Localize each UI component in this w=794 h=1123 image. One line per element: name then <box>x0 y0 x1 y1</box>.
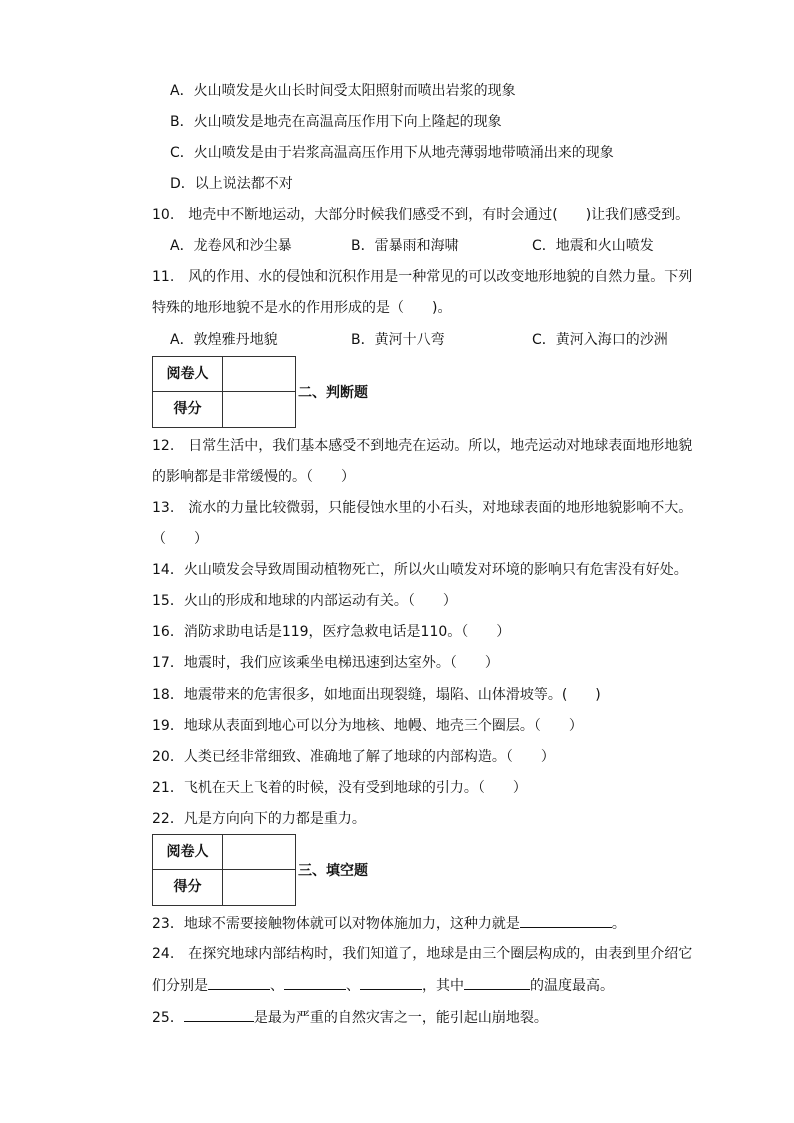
q24-sep-2: 、 <box>346 978 360 994</box>
score-cell <box>223 392 295 427</box>
q15: 15．火山的形成和地球的内部运动有关。（ ） <box>152 593 457 609</box>
q11-option-b: B．黄河十八弯 <box>351 332 445 348</box>
q24-blank-3[interactable] <box>360 975 422 990</box>
q21: 21．飞机在天上飞着的时候，没有受到地球的引力。（ ） <box>152 780 527 796</box>
q14: 14．火山喷发会导致周围动植物死亡，所以火山喷发对环境的影响只有危害没有好处。 <box>152 562 688 578</box>
q24-blank-2[interactable] <box>284 975 346 990</box>
q16: 16．消防求助电话是119，医疗急救电话是110。（ ） <box>152 624 511 640</box>
reviewer-label: 阅卷人 <box>153 357 223 392</box>
q9-option-a: A．火山喷发是火山长时间受太阳照射而喷出岩浆的现象 <box>170 83 516 99</box>
section3-title: 三、填空题 <box>298 863 368 879</box>
score-cell <box>223 870 295 905</box>
q18: 18．地震带来的危害很多，如地面出现裂缝，塌陷、山体滑坡等。( ) <box>152 687 601 703</box>
q25-blank[interactable] <box>184 1007 254 1022</box>
q11-option-a: A．敦煌雅丹地貌 <box>170 332 278 348</box>
section2-title: 二、判断题 <box>298 385 368 401</box>
q10-option-c: C．地震和火山喷发 <box>532 238 654 254</box>
q20: 20．人类已经非常细致、准确地了解了地球的内部构造。（ ） <box>152 749 555 765</box>
q11-stem-line1: 11. 风的作用、水的侵蚀和沉积作用是一种常见的可以改变地形地貌的自然力量。下列 <box>152 269 693 285</box>
score-box-section2 <box>152 356 296 428</box>
q24-text: 们分别是 <box>152 978 208 994</box>
q22: 22．凡是方向向下的力都是重力。 <box>152 811 366 827</box>
q25-number: 25． <box>152 1010 184 1026</box>
q17: 17．地震时，我们应该乘坐电梯迅速到达室外。（ ） <box>152 655 499 671</box>
q11-stem-line2: 特殊的地形地貌不是水的作用形成的是（ )。 <box>152 300 452 316</box>
q24-blank-1[interactable] <box>208 975 270 990</box>
q24-line1: 24. 在探究地球内部结构时，我们知道了，地球是由三个圈层构成的，由表到里介绍它 <box>152 946 693 962</box>
q12-line2: 的影响都是非常缓慢的。（ ） <box>152 469 355 485</box>
q10-stem: 10. 地壳中不断地运动，大部分时候我们感受不到，有时会通过( )让我们感受到。 <box>152 207 690 223</box>
q24-end: 的温度最高。 <box>530 978 614 994</box>
reviewer-cell <box>223 357 295 392</box>
q10-option-b: B．雷暴雨和海啸 <box>351 238 459 254</box>
q9-option-b: B．火山喷发是地壳在高温高压作用下向上隆起的现象 <box>170 114 502 130</box>
q25 <box>152 1007 548 1028</box>
q19: 19．地球从表面到地心可以分为地核、地幔、地壳三个圈层。（ ） <box>152 718 583 734</box>
score-box-section3 <box>152 834 296 906</box>
reviewer-label: 阅卷人 <box>153 835 223 870</box>
q23 <box>152 913 626 934</box>
q9-option-c: C．火山喷发是由于岩浆高温高压作用下从地壳薄弱地带喷涌出来的现象 <box>170 145 614 161</box>
q25-text: 是最为严重的自然灾害之一，能引起山崩地裂。 <box>253 1010 548 1026</box>
q24-sep-1: 、 <box>270 978 284 994</box>
q12-line1: 12. 日常生活中，我们基本感受不到地壳在运动。所以，地壳运动对地球表面地形地貌 <box>152 438 693 454</box>
q23-end: 。 <box>611 916 626 932</box>
score-label: 得分 <box>153 870 223 905</box>
q13-line2: （ ） <box>152 531 208 547</box>
score-label: 得分 <box>153 392 223 427</box>
q23-text: 23．地球不需要接触物体就可以对物体施加力，这种力就是 <box>152 916 520 932</box>
q24-blank-4[interactable] <box>464 975 530 990</box>
q10-option-a: A．龙卷风和沙尘暴 <box>170 238 292 254</box>
q13-line1: 13. 流水的力量比较微弱，只能侵蚀水里的小石头，对地球表面的地形地貌影响不大。 <box>152 500 693 516</box>
q9-option-d: D．以上说法都不对 <box>170 176 293 192</box>
reviewer-cell <box>223 835 295 870</box>
q11-option-c: C．黄河入海口的沙洲 <box>532 332 668 348</box>
q24-line2 <box>152 975 614 996</box>
q23-blank[interactable] <box>520 913 612 928</box>
q24-mid: ，其中 <box>422 978 464 994</box>
